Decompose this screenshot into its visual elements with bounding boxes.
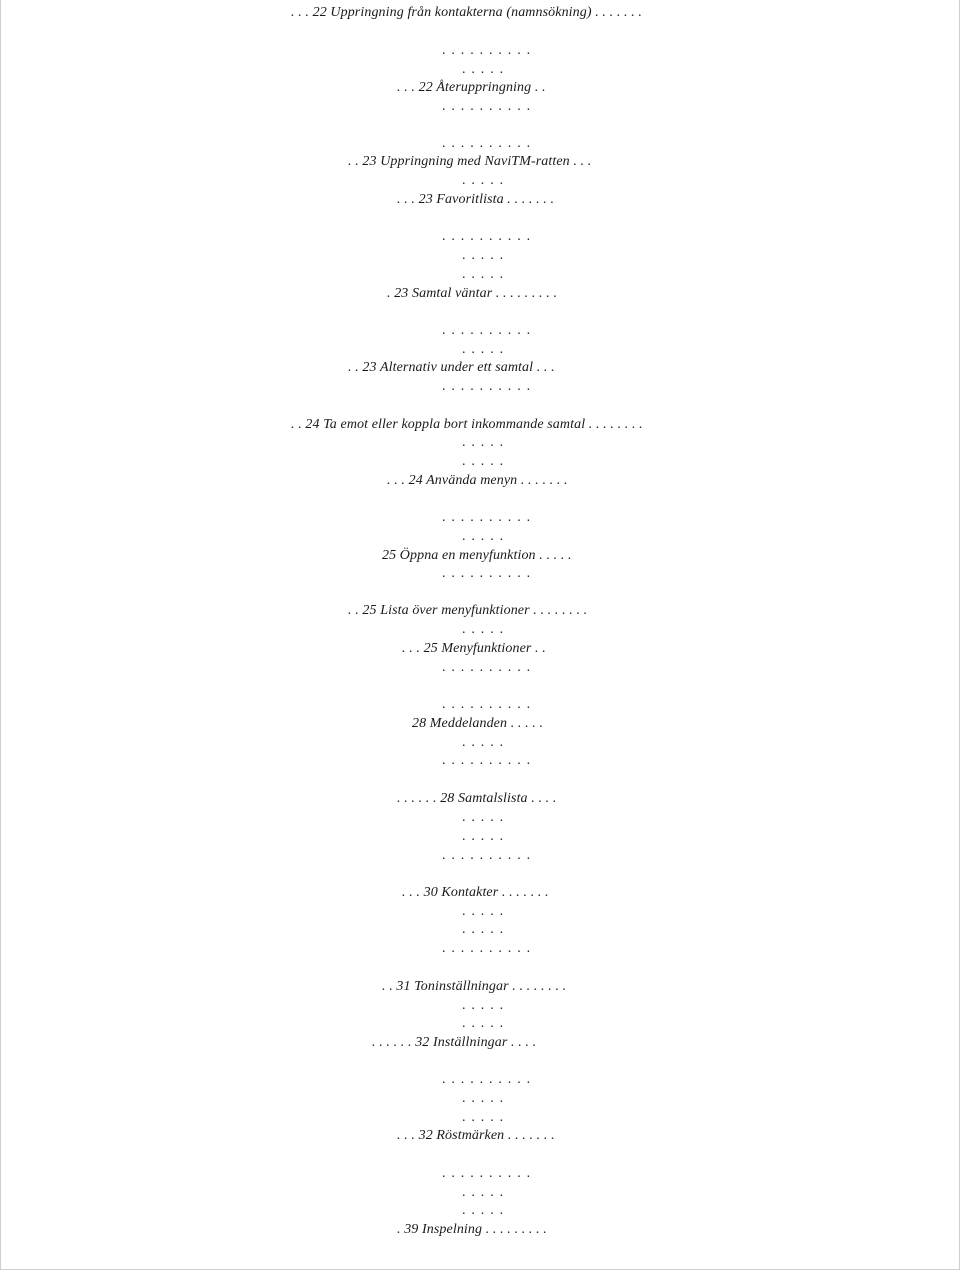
toc-leader-line: . . . . . . . . . . — [442, 510, 532, 525]
toc-leader-line: . . . . . . . . . . — [442, 566, 532, 581]
toc-leader-line: . . . . . — [462, 922, 505, 937]
toc-leader-line: . . . . . . . . . . — [442, 1166, 532, 1181]
toc-leader-line: . . . . . — [462, 1185, 505, 1200]
toc-leader-line: . . . . . — [462, 267, 505, 282]
toc-leader-line: . . . . . . . . . . — [442, 941, 532, 956]
toc-entry: . . 25 Lista över menyfunktioner . . . . . . . . — [348, 603, 588, 618]
toc-entry: 28 Meddelanden . . . . . — [412, 716, 544, 731]
toc-leader-line: . . . . . — [462, 1091, 505, 1106]
table-of-contents — [1, 0, 960, 1270]
toc-entry: . . . . . . 32 Inställningar . . . . — [372, 1035, 537, 1050]
toc-leader-line: . . . . . — [462, 622, 505, 637]
toc-entry: . . . 25 Menyfunktioner . . — [402, 641, 546, 656]
toc-leader-line: . . . . . — [462, 1203, 505, 1218]
toc-leader-line: . . . . . — [462, 62, 505, 77]
toc-leader-line: . . . . . . . . . . — [442, 753, 532, 768]
toc-entry: . . 23 Alternativ under ett samtal . . . — [348, 360, 555, 375]
toc-leader-line: . . . . . . . . . . — [442, 229, 532, 244]
toc-leader-line: . . . . . — [462, 735, 505, 750]
toc-leader-line: . . . . . . . . . . — [442, 323, 532, 338]
toc-leader-line: . . . . . . . . . . — [442, 660, 532, 675]
toc-leader-line: . . . . . — [462, 529, 505, 544]
toc-leader-line: . . . . . — [462, 435, 505, 450]
toc-entry: . . . 22 Uppringning från kontakterna (namnsökning) . . . . . . . — [291, 5, 643, 20]
toc-leader-line: . . . . . . . . . . — [442, 43, 532, 58]
toc-entry: . . . 22 Återuppringning . . — [397, 80, 546, 95]
toc-entry: . 23 Samtal väntar . . . . . . . . . — [387, 286, 558, 301]
toc-entry: . 39 Inspelning . . . . . . . . . — [397, 1222, 547, 1237]
toc-leader-line: . . . . . — [462, 998, 505, 1013]
toc-leader-line: . . . . . — [462, 342, 505, 357]
toc-leader-line: . . . . . . . . . . — [442, 99, 532, 114]
toc-leader-line: . . . . . — [462, 829, 505, 844]
toc-entry: . . 23 Uppringning med NaviTM-ratten . . . — [348, 154, 592, 169]
toc-entry: . . . 23 Favoritlista . . . . . . . — [397, 192, 555, 207]
toc-leader-line: . . . . . — [462, 1016, 505, 1031]
toc-entry: . . 31 Toninställningar . . . . . . . . — [382, 979, 567, 994]
toc-entry: . . 24 Ta emot eller koppla bort inkommande samtal . . . . . . . . — [291, 417, 643, 432]
toc-leader-line: . . . . . — [462, 810, 505, 825]
toc-leader-line: . . . . . — [462, 173, 505, 188]
toc-leader-line: . . . . . . . . . . — [442, 136, 532, 151]
toc-entry: . . . 30 Kontakter . . . . . . . — [402, 885, 549, 900]
toc-leader-line: . . . . . . . . . . — [442, 848, 532, 863]
toc-leader-line: . . . . . . . . . . — [442, 379, 532, 394]
toc-leader-line: . . . . . — [462, 248, 505, 263]
toc-leader-line: . . . . . — [462, 904, 505, 919]
toc-entry: . . . 24 Använda menyn . . . . . . . — [387, 473, 568, 488]
toc-leader-line: . . . . . — [462, 454, 505, 469]
toc-leader-line: . . . . . . . . . . — [442, 1072, 532, 1087]
toc-entry: 25 Öppna en menyfunktion . . . . . — [382, 548, 572, 563]
toc-entry: . . . 32 Röstmärken . . . . . . . — [397, 1128, 555, 1143]
toc-leader-line: . . . . . . . . . . — [442, 697, 532, 712]
toc-entry: . . . . . . 28 Samtalslista . . . . — [397, 791, 557, 806]
toc-leader-line: . . . . . — [462, 1110, 505, 1125]
